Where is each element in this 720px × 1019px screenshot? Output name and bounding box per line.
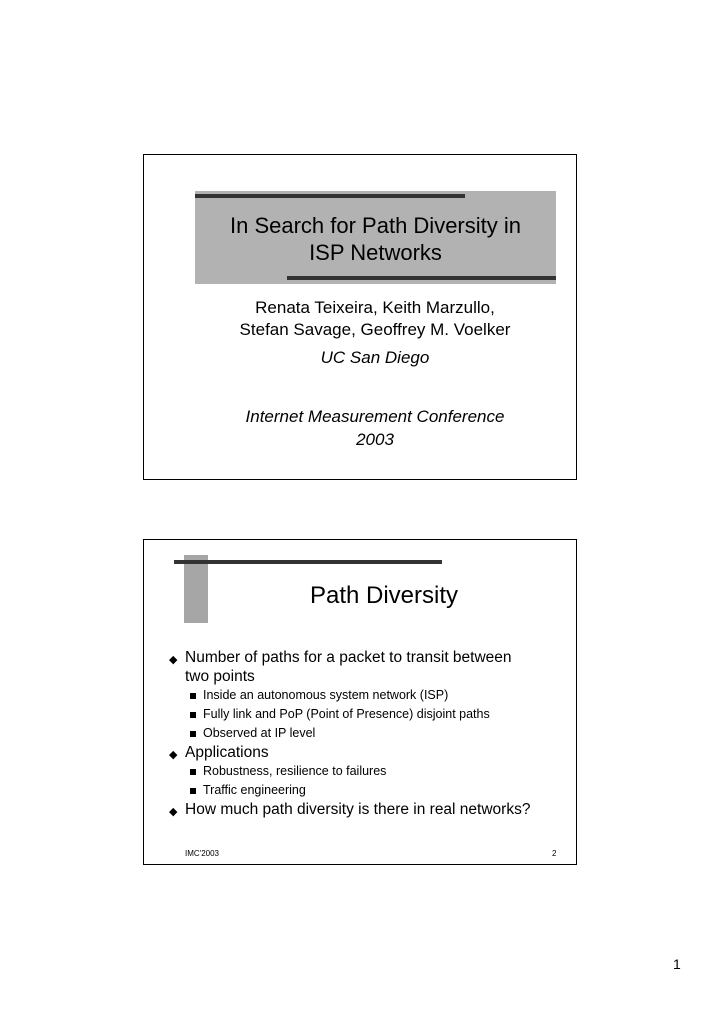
bullet-text: two points [185, 668, 255, 685]
title-line: ISP Networks [309, 240, 442, 265]
square-bullet-icon [190, 769, 196, 775]
conference [144, 405, 606, 451]
slide-number: 2 [552, 849, 557, 858]
list-item [144, 648, 576, 686]
list-item [144, 762, 576, 781]
slide-title [195, 212, 556, 266]
title-decor-line [195, 194, 465, 198]
slide-1 [143, 154, 577, 480]
conference-line: Internet Measurement Conference [245, 407, 505, 426]
slide-2 [143, 539, 577, 865]
conference-year: 2003 [356, 430, 394, 449]
sub-bullet-text: Observed at IP level [203, 726, 316, 740]
authors-line: Renata Teixeira, Keith Marzullo, [255, 298, 495, 317]
title-line: In Search for Path Diversity in [229, 213, 521, 238]
sub-bullet-text: Traffic engineering [203, 783, 306, 797]
square-bullet-icon [190, 788, 196, 794]
square-bullet-icon [190, 693, 196, 699]
diamond-bullet-icon: ◆ [169, 749, 178, 761]
authors [144, 297, 606, 341]
title-decor-line [174, 560, 442, 564]
sub-bullet-text: Fully link and PoP (Point of Presence) disjoint paths [203, 707, 490, 721]
title-decor-line [287, 276, 556, 280]
diamond-bullet-icon: ◆ [169, 654, 178, 666]
list-item [144, 705, 576, 724]
bullet-text: Number of paths for a packet to transit between [185, 649, 512, 666]
square-bullet-icon [190, 712, 196, 718]
page-number: 1 [673, 956, 681, 972]
footer-label: IMC'2003 [185, 849, 219, 858]
list-item [144, 743, 576, 762]
affiliation: UC San Diego [320, 348, 430, 367]
title-decor-bar [184, 555, 208, 623]
authors-line: Stefan Savage, Geoffrey M. Voelker [239, 320, 511, 339]
bullet-text: How much path diversity is there in real networks? [185, 801, 531, 818]
square-bullet-icon [190, 731, 196, 737]
diamond-bullet-icon: ◆ [169, 806, 178, 818]
list-item [144, 686, 576, 705]
list-item [144, 724, 576, 743]
bullet-list [144, 648, 576, 819]
list-item [144, 800, 576, 819]
bullet-text: Applications [185, 744, 269, 761]
sub-bullet-text: Robustness, resilience to failures [203, 764, 387, 778]
list-item [144, 781, 576, 800]
slide-title: Path Diversity [309, 582, 459, 609]
sub-bullet-text: Inside an autonomous system network (ISP) [203, 688, 449, 702]
